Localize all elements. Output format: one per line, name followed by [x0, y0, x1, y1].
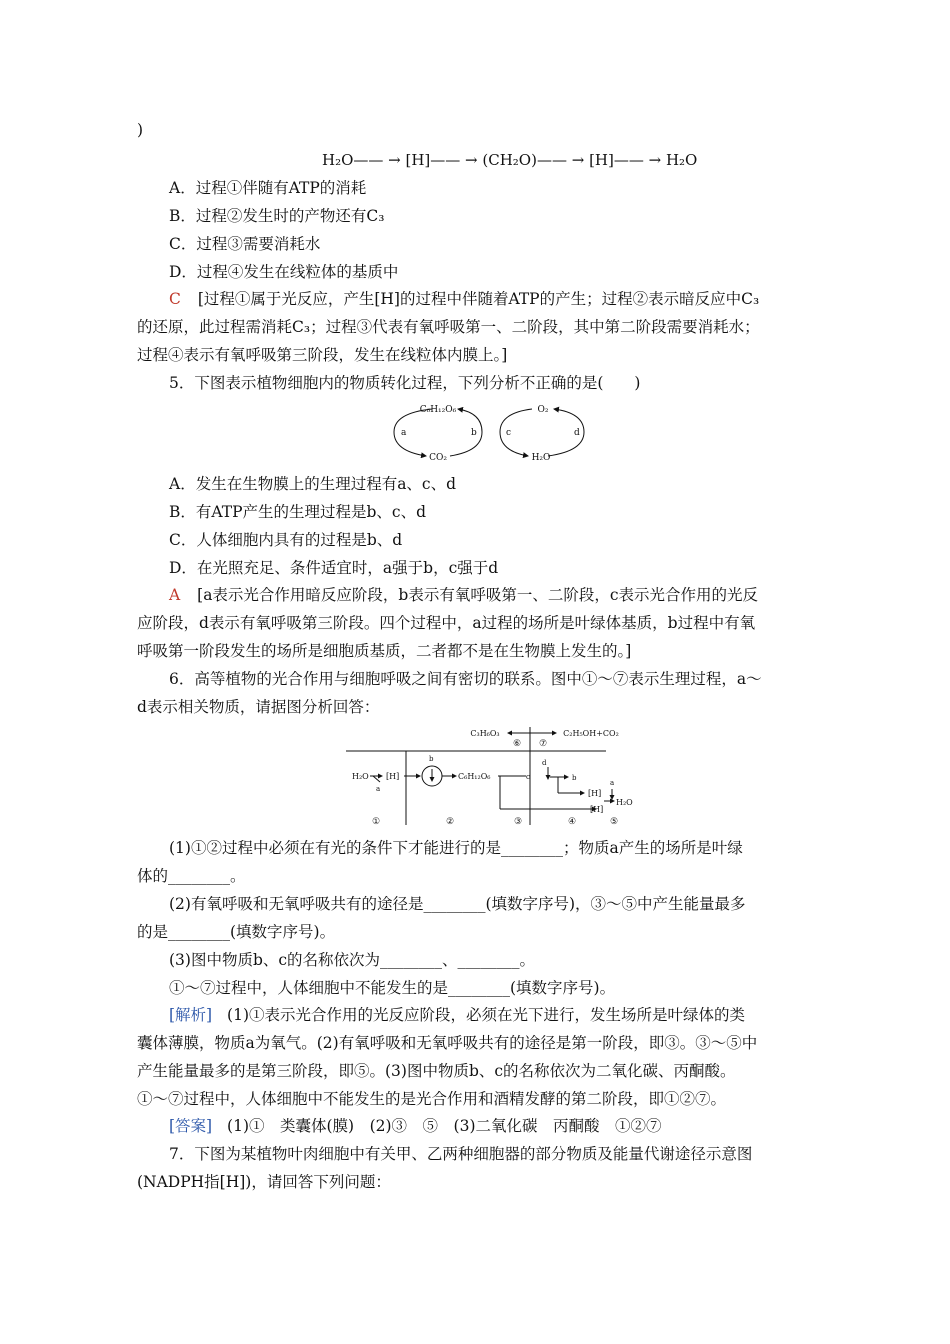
q5-answer-line3: 呼吸第一阶段发生的场所是细胞质基质，二者都不是在生物膜上发生的。]	[137, 642, 632, 660]
process-2: ②	[445, 817, 455, 827]
q6-answer-line	[169, 1116, 662, 1136]
right-bottom-label: H₂O	[531, 453, 551, 463]
label-a: a	[401, 428, 407, 438]
q6-jiexi-line2: 囊体薄膜，物质a为氧气。(2)有氧呼吸和无氧呼吸共有的途径是第一阶段，即③。③～⑤中	[137, 1034, 758, 1052]
label-b: b	[471, 428, 477, 438]
q5-option-d: D．在光照充足、条件适宜时，a强于b，c强于d	[169, 559, 499, 577]
q6-q2-line1: (2)有氧呼吸和无氧呼吸共有的途径是________(填数字序号)，③～⑤中产生能量最多	[169, 895, 746, 913]
q6-jiexi-line1	[169, 1005, 745, 1025]
q4-answer-line3: 过程④表示有氧呼吸第三阶段，发生在线粒体内膜上。]	[137, 346, 508, 364]
process-5: ⑤	[609, 817, 619, 827]
q4-equation: H₂O—— → [H]—— → (CH₂O)—— → [H]—— → H₂O	[322, 151, 698, 169]
left-bottom-label: CO₂	[429, 453, 447, 463]
c3h6o3-label: C₃H₆O₃	[470, 729, 500, 738]
b-mid-label: b	[429, 755, 434, 763]
q6-q1-line1: (1)①②过程中必须在有光的条件下才能进行的是________；物质a产生的场所是叶绿	[169, 839, 743, 857]
q4-answer-letter: C	[169, 290, 181, 308]
d-label: d	[542, 759, 547, 767]
q4-option-b: B．过程②发生时的产物还有C₃	[169, 207, 385, 225]
daan-text: (1)① 类囊体(膜) (2)③ ⑤ (3)二氧化碳 丙酮酸 ①②⑦	[227, 1117, 662, 1135]
c-label: c	[526, 773, 530, 781]
q5-option-b: B．有ATP产生的生理过程是b、c、d	[169, 503, 427, 521]
q4-option-c: C．过程③需要消耗水	[169, 235, 321, 253]
q7-stem-line1: 7．下图为某植物叶肉细胞中有关甲、乙两种细胞器的部分物质及能量代谢途径示意图	[169, 1145, 753, 1163]
a-right-label: a	[610, 779, 615, 787]
right-top-label: O₂	[537, 405, 549, 415]
q5-option-a: A．发生在生物膜上的生理过程有a、c、d	[169, 475, 457, 493]
q4-option-d: D．过程④发生在线粒体的基质中	[169, 263, 399, 281]
glucose-label: C₆H₁₂O₆	[458, 772, 491, 781]
process-3: ③	[513, 817, 523, 827]
q5-answer-line2: 应阶段，d表示有氧呼吸第三阶段。四个过程中，a过程的场所是叶绿体基质，b过程中有氧	[137, 614, 756, 632]
jiexi-text1: (1)①表示光合作用的光反应阶段，必须在光下进行，发生场所是叶绿体的类	[227, 1006, 746, 1024]
h-right1-label: [H]	[588, 789, 602, 798]
q5-cycle-diagram	[388, 399, 588, 465]
left-cycle	[394, 405, 482, 463]
q6-q4-line: ①～⑦过程中，人体细胞中不能发生的是________(填数字序号)。	[169, 979, 616, 997]
process-1: ①	[371, 817, 381, 827]
process-7: ⑦	[538, 739, 548, 749]
q4-answer-line1	[169, 289, 759, 309]
process-4: ④	[567, 817, 577, 827]
h-right2-label: [H]	[590, 805, 604, 814]
q4-option-a: A．过程①伴随有ATP的消耗	[169, 179, 367, 197]
q7-stem-line2: (NADPH指[H])，请回答下列问题：	[137, 1173, 391, 1191]
label-c: c	[506, 428, 512, 438]
q5-answer-line1	[169, 585, 758, 605]
q5-option-c: C．人体细胞内具有的过程是b、d	[169, 531, 403, 549]
q6-q1-line2: 体的________。	[137, 867, 246, 885]
q5-answer-text1: [a表示光合作用暗反应阶段，b表示有氧呼吸第一、二阶段，c表示光合作用的光反	[197, 586, 759, 604]
daan-label: [答案]	[169, 1117, 213, 1135]
h2o-right-label: H₂O	[616, 798, 633, 807]
q6-q2-line2: 的是________(填数字序号)。	[137, 923, 336, 941]
continuation-paren: )	[137, 121, 144, 139]
q4-answer-line2: 的还原，此过程需消耗C₃；过程③代表有氧呼吸第一、二阶段，其中第二阶段需要消耗水；	[137, 318, 760, 336]
right-cycle	[500, 405, 584, 463]
q6-jiexi-line4: ①～⑦过程中，人体细胞中不能发生的是光合作用和酒精发酵的第二阶段，即①②⑦。	[137, 1090, 727, 1108]
a-left-label: a	[376, 785, 381, 793]
left-top-label: C₆H₁₂O₆	[419, 405, 457, 415]
h2o-left-label: H₂O	[352, 772, 369, 781]
q6-process-diagram	[340, 721, 640, 829]
q5-answer-letter: A	[169, 586, 181, 604]
q6-q3-line: (3)图中物质b、c的名称依次为________、________。	[169, 951, 536, 969]
q4-answer-text1: [过程①属于光反应，产生[H]的过程中伴随着ATP的产生；过程②表示暗反应中C₃	[197, 290, 760, 308]
q6-stem-line2: d表示相关物质，请据图分析回答：	[137, 698, 380, 716]
q6-jiexi-line3: 产生能量最多的是第三阶段，即⑤。(3)图中物质b、c的名称依次为二氧化碳、丙酮酸。	[137, 1062, 736, 1080]
ethanol-label: C₂H₅OH+CO₂	[563, 729, 619, 738]
q6-stem-line1: 6．高等植物的光合作用与细胞呼吸之间有密切的联系。图中①～⑦表示生理过程，a～	[169, 670, 762, 688]
b-right-label: b	[572, 774, 577, 782]
label-d: d	[574, 428, 580, 438]
h-left-label: [H]	[386, 772, 400, 781]
jiexi-label: [解析]	[169, 1006, 213, 1024]
q5-stem: 5．下图表示植物细胞内的物质转化过程，下列分析不正确的是( )	[169, 374, 641, 392]
process-6: ⑥	[512, 739, 522, 749]
